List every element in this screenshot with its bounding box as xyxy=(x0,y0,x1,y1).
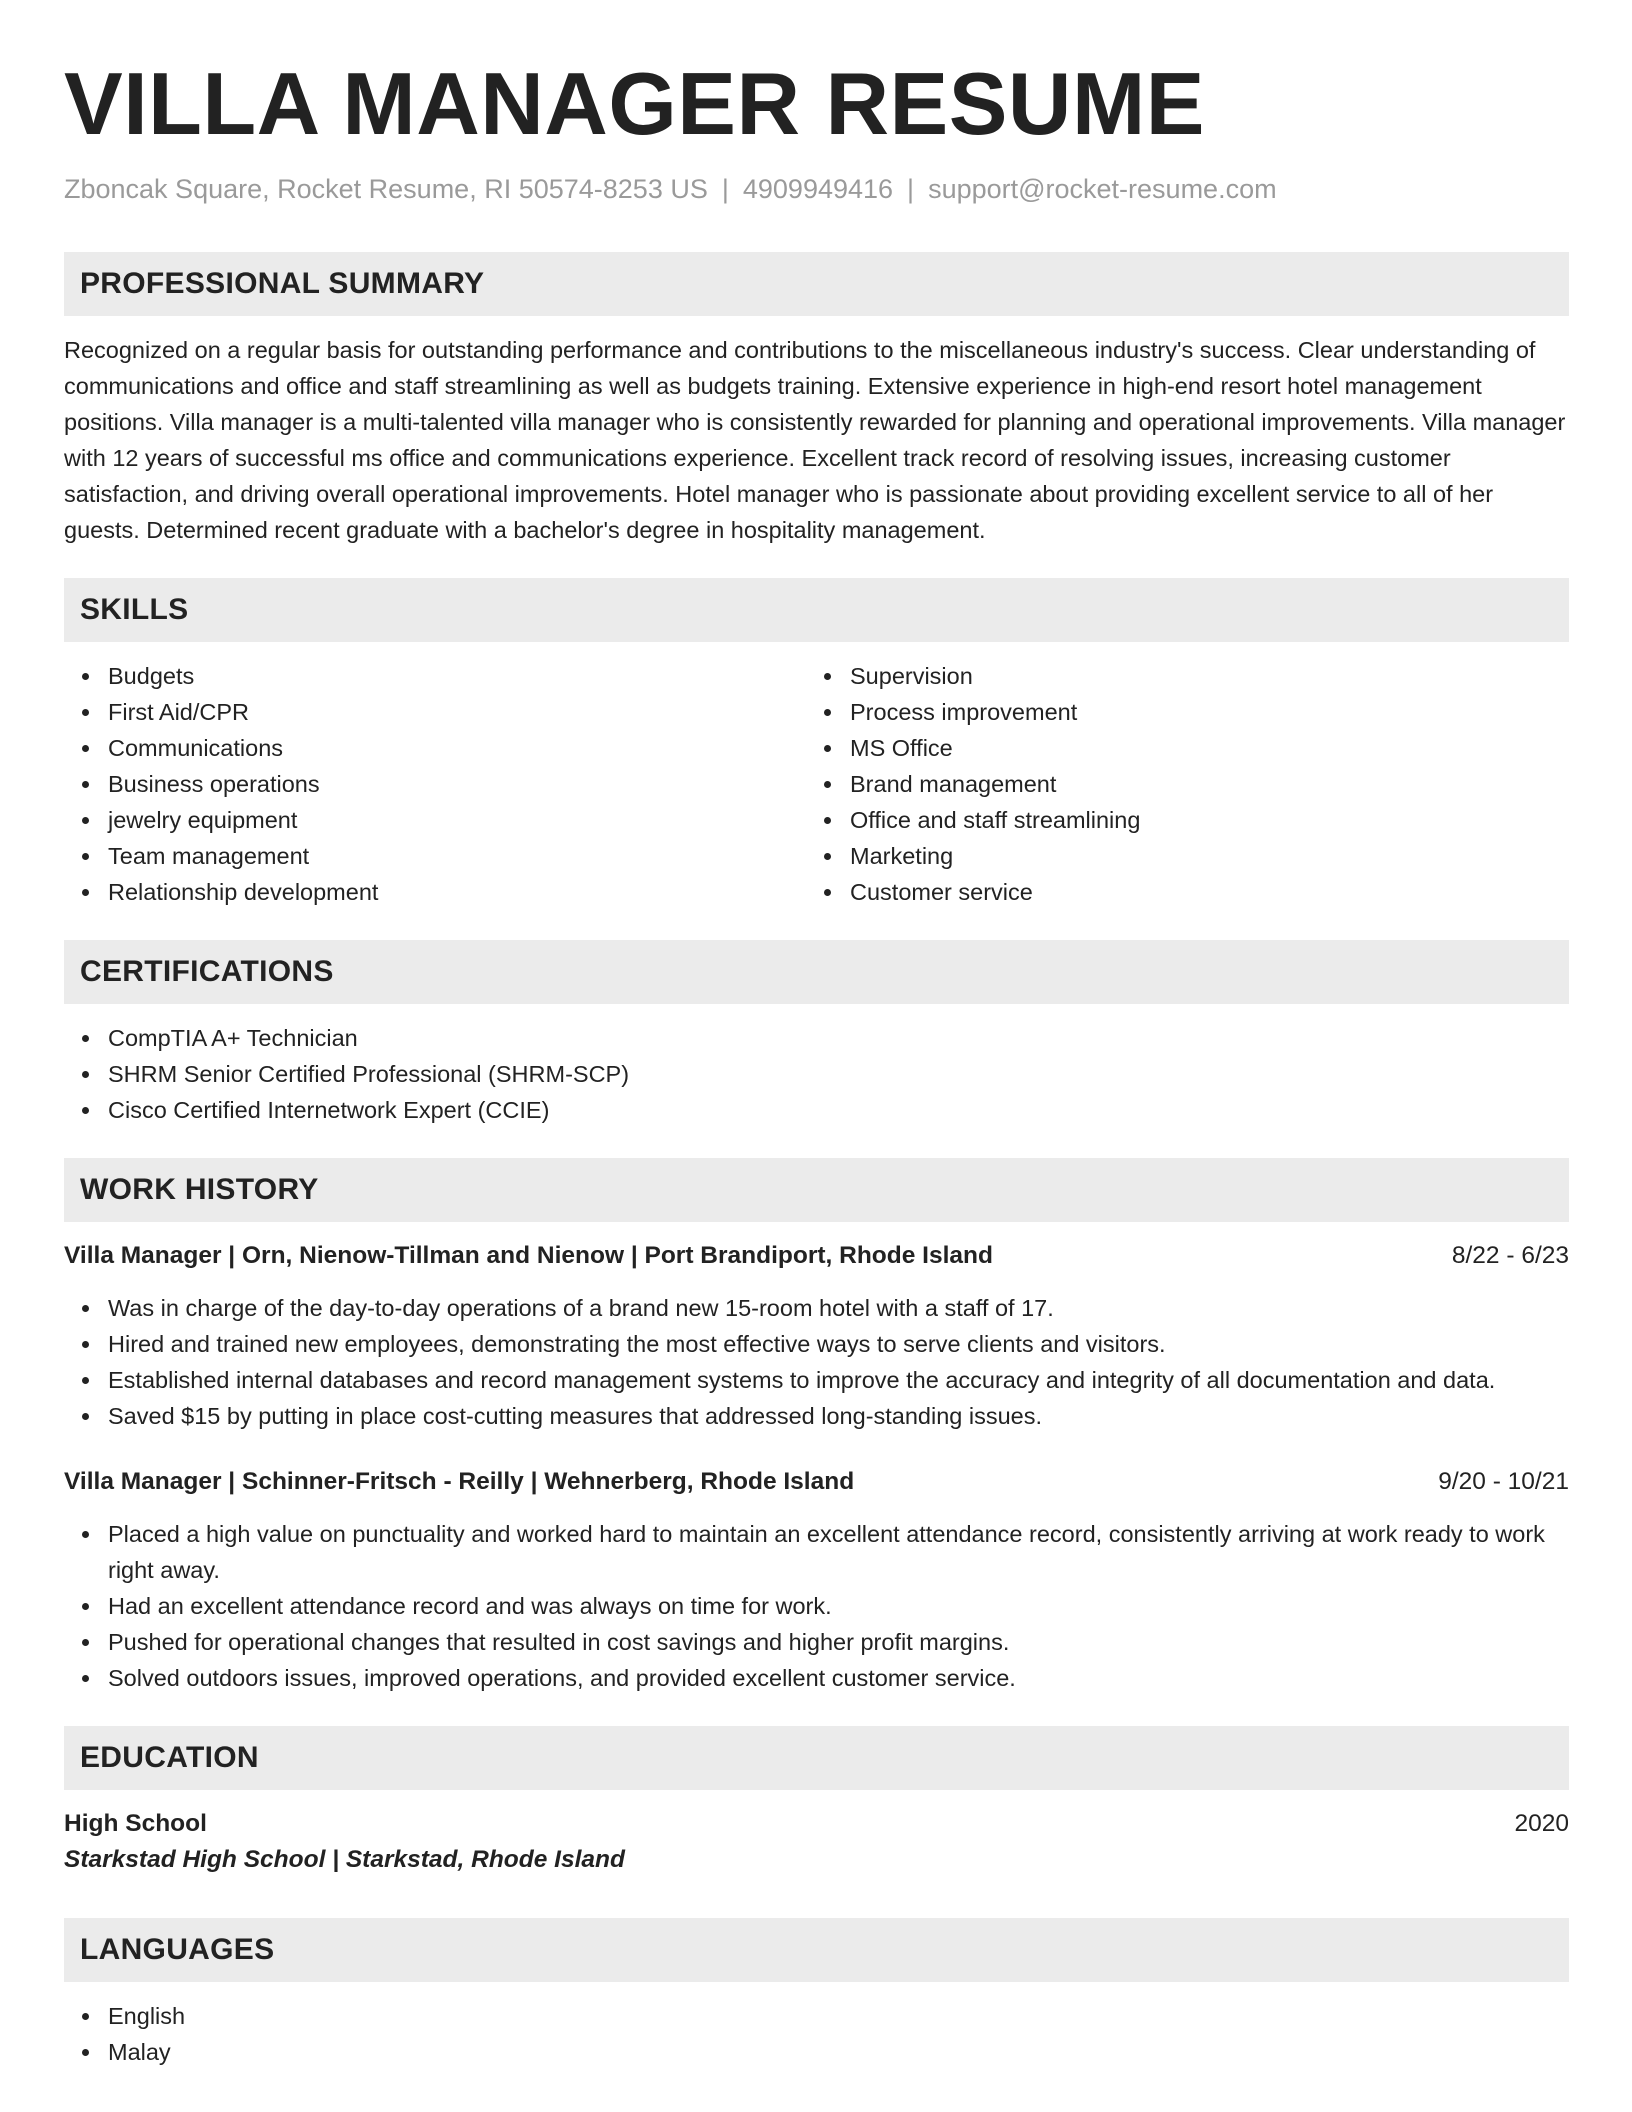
languages-heading: LANGUAGES xyxy=(64,1918,1569,1982)
skill-item: Office and staff streamlining xyxy=(806,802,1548,838)
skill-item: Process improvement xyxy=(806,694,1548,730)
contact-phone: 4909949416 xyxy=(742,174,894,204)
job-header xyxy=(64,1238,1569,1274)
job-duty: Established internal databases and record management systems to improve the accuracy and integrity of all documentation and data. xyxy=(64,1362,1569,1398)
education-degree: High School xyxy=(64,1810,207,1837)
certification-item: CompTIA A+ Technician xyxy=(64,1020,1569,1056)
language-item: English xyxy=(64,1998,1569,2034)
certification-item: Cisco Certified Internetwork Expert (CCIE) xyxy=(64,1092,1569,1128)
work-history-heading: WORK HISTORY xyxy=(64,1158,1569,1222)
job-duties xyxy=(64,1290,1569,1434)
education-school: Starkstad High School | Starkstad, Rhode Island xyxy=(64,1846,625,1873)
job-entry xyxy=(64,1464,1569,1696)
job-title: Villa Manager | Schinner-Fritsch - Reilly | Wehnerberg, Rhode Island xyxy=(64,1468,855,1495)
skill-item: Business operations xyxy=(64,766,806,802)
language-item: Malay xyxy=(64,2034,1569,2070)
job-entry xyxy=(64,1238,1569,1434)
skill-item: Brand management xyxy=(806,766,1548,802)
certification-item: SHRM Senior Certified Professional (SHRM-SCP) xyxy=(64,1056,1569,1092)
job-title: Villa Manager | Orn, Nienow-Tillman and Nienow | Port Brandiport, Rhode Island xyxy=(64,1242,993,1269)
contact-line xyxy=(64,172,1569,206)
job-duty: Saved $15 by putting in place cost-cutting measures that addressed long-standing issues. xyxy=(64,1398,1569,1434)
skills-list xyxy=(64,658,1569,910)
skill-item: First Aid/CPR xyxy=(64,694,806,730)
skills-column-right xyxy=(806,658,1548,910)
skill-item: Budgets xyxy=(64,658,806,694)
skill-item: Team management xyxy=(64,838,806,874)
skills-heading: SKILLS xyxy=(64,578,1569,642)
languages-list xyxy=(64,1998,1569,2070)
skill-item: MS Office xyxy=(806,730,1548,766)
job-dates: 8/22 - 6/23 xyxy=(1451,1242,1569,1269)
resume-title: VILLA MANAGER RESUME xyxy=(64,54,1205,153)
certifications-heading: CERTIFICATIONS xyxy=(64,940,1569,1004)
job-duty: Hired and trained new employees, demonstrating the most effective ways to serve clients and visitors. xyxy=(64,1326,1569,1362)
job-duty: Placed a high value on punctuality and worked hard to maintain an excellent attendance record, consistently arriving at work ready to work right away. xyxy=(64,1516,1569,1588)
summary-text: Recognized on a regular basis for outstanding performance and contributions to the miscellaneous industry's success. Clear understanding of communications and office and staff streamlining as well as budgets training. Extensive experience in high-end resort hotel management positions. Villa manager is a multi-talented villa manager who is consistently rewarded for planning and operational improvements. Villa manager with 12 years of successful ms office and communications experience. Excellent track record of resolving issues, increasing customer satisfaction, and driving overall operational improvements. Hotel manager who is passionate about providing excellent service to all of her guests. Determined recent graduate with a bachelor's degree in hospitality management. xyxy=(64,337,1566,543)
resume-page xyxy=(64,54,1569,2070)
contact-email: support@rocket-resume.com xyxy=(928,174,1277,204)
skills-column-left xyxy=(64,658,806,910)
education-year: 2020 xyxy=(1514,1810,1569,1837)
skill-item: Relationship development xyxy=(64,874,806,910)
education-header xyxy=(64,1806,1569,1842)
job-duty: Was in charge of the day-to-day operations of a brand new 15-room hotel with a staff of 17. xyxy=(64,1290,1569,1326)
job-duties xyxy=(64,1516,1569,1696)
contact-separator: | xyxy=(907,174,915,204)
job-duty: Had an excellent attendance record and was always on time for work. xyxy=(64,1588,1569,1624)
job-dates: 9/20 - 10/21 xyxy=(1438,1468,1569,1495)
job-duty: Solved outdoors issues, improved operations, and provided excellent customer service. xyxy=(64,1660,1569,1696)
skill-item: Marketing xyxy=(806,838,1548,874)
skill-item: jewelry equipment xyxy=(64,802,806,838)
contact-address: Zboncak Square, Rocket Resume, RI 50574-8253 US xyxy=(64,174,708,204)
skill-item: Supervision xyxy=(806,658,1548,694)
job-duty: Pushed for operational changes that resulted in cost savings and higher profit margins. xyxy=(64,1624,1569,1660)
summary-heading: PROFESSIONAL SUMMARY xyxy=(64,252,1569,316)
job-header xyxy=(64,1464,1569,1500)
skill-item: Customer service xyxy=(806,874,1548,910)
contact-separator: | xyxy=(721,174,729,204)
certifications-list xyxy=(64,1020,1569,1128)
skill-item: Communications xyxy=(64,730,806,766)
education-heading: EDUCATION xyxy=(64,1726,1569,1790)
